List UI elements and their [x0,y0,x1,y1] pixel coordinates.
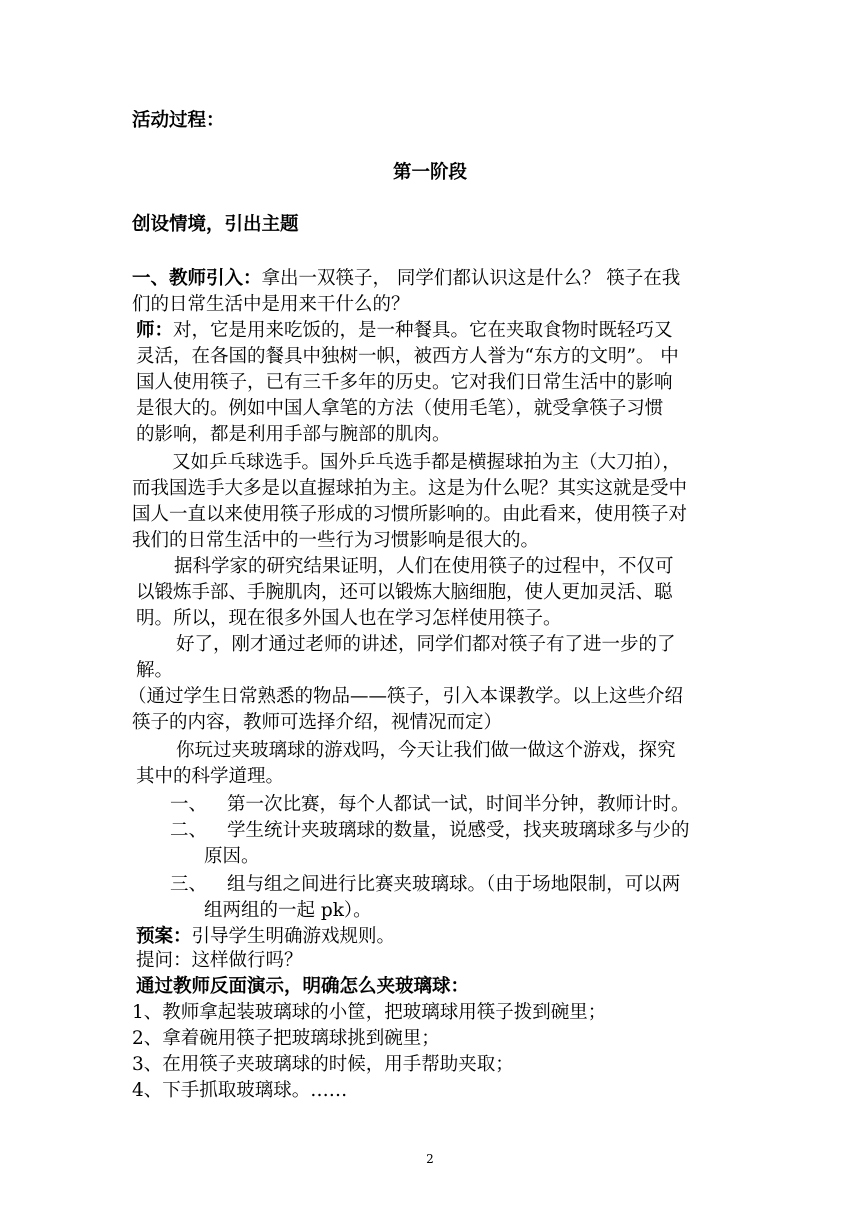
intro-text: 拿出一双筷子， 同学们都认识这是什么？ 筷子在我 [261,268,681,289]
pingpong-line-2: 而我国选手大多是以直握球拍为主。这是为什么呢？其实这就是受中 [132,478,688,499]
teacher-line-2: 灵活，在各国的餐具中独树一帜，被西方人誉为“东方的文明”。 中 [136,346,679,367]
step-text: 第一次比赛，每个人都试一试，时间半分钟，教师计时。 [227,794,690,815]
heading: 活动过程： [132,110,225,131]
step-item [170,818,770,844]
step-continuation: 组两组的一起 pk）。 [204,900,372,921]
intro-label: 一、教师引入： [132,268,262,289]
step-text: 学生统计夹玻璃球的数量，说感受，找夹玻璃球多与少的 [227,820,690,841]
step-number: 二、 [170,820,208,841]
plan-line [136,924,736,950]
step-item [170,792,770,818]
game-line-2: 其中的科学道理。 [136,766,285,787]
demo-item: 3、在用筷子夹玻璃球的时候，用手帮助夹取； [132,1054,514,1075]
question-line: 提问：这样做行吗？ [136,950,303,971]
good-line-2: 解。 [136,660,174,681]
intro-line-1 [132,266,732,292]
note-line-2: 筷子的内容，教师可选择介绍，视情况而定） [132,712,503,733]
pingpong-line-3: 国人一直以来使用筷子形成的习惯所影响的。由此看来，使用筷子对 [132,504,688,525]
demo-title: 通过教师反面演示，明确怎么夹玻璃球： [136,976,470,997]
plan-text: 引导学生明确游戏规则。 [191,926,396,947]
teacher-label: 师： [136,320,174,341]
teacher-line-4: 是很大的。例如中国人拿笔的方法（使用毛笔），就受拿筷子习惯 [136,398,664,419]
step-item [170,872,770,898]
demo-item: 4、下手抓取玻璃球。…… [132,1080,348,1101]
pingpong-line-1: 又如乒乓球选手。国外乒乓选手都是横握球拍为主（大刀拍）， [172,452,681,473]
step-continuation: 原因。 [204,846,260,867]
teacher-line-3: 国人使用筷子，已有三千多年的历史。它对我们日常生活中的影响 [136,372,673,393]
teacher-line-5: 的影响，都是利用手部与腕部的肌肉。 [136,424,451,445]
good-line-1: 好了，刚才通过老师的讲述，同学们都对筷子有了进一步的了 [176,634,676,655]
demo-item: 1、教师拿起装玻璃球的小筐，把玻璃球用筷子拨到碗里； [132,1002,607,1023]
plan-label: 预案： [136,926,192,947]
stage-title: 第一阶段 [392,162,467,183]
step-number: 一、 [170,794,208,815]
science-line-2: 以锻炼手部、手腕肌肉，还可以锻炼大脑细胞，使人更加灵活、聪 [136,582,673,603]
pingpong-line-4: 我们的日常生活中的一些行为习惯影响是很大的。 [132,530,540,551]
intro-line-2: 们的日常生活中是用来干什么的？ [132,294,410,315]
science-line-1: 据科学家的研究结果证明，人们在使用筷子的过程中，不仅可 [174,556,674,577]
note-line-1: （通过学生日常熟悉的物品——筷子，引入本课教学。以上这些介绍 [128,686,684,707]
demo-item: 2、拿着碗用筷子把玻璃球挑到碗里； [132,1028,440,1049]
science-line-3: 明。所以，现在很多外国人也在学习怎样使用筷子。 [136,608,562,629]
teacher-text: 对，它是用来吃饭的，是一种餐具。它在夹取食物时既轻巧又 [173,320,673,341]
game-line-1: 你玩过夹玻璃球的游戏吗，今天让我们做一做这个游戏，探究 [176,740,676,761]
page-number: 2 [426,1152,434,1166]
section-title: 创设情境，引出主题 [132,214,299,235]
step-text: 组与组之间进行比赛夹玻璃球。（由于场地限制，可以两 [227,874,681,895]
step-number: 三、 [170,874,208,895]
teacher-line-1 [136,318,736,344]
